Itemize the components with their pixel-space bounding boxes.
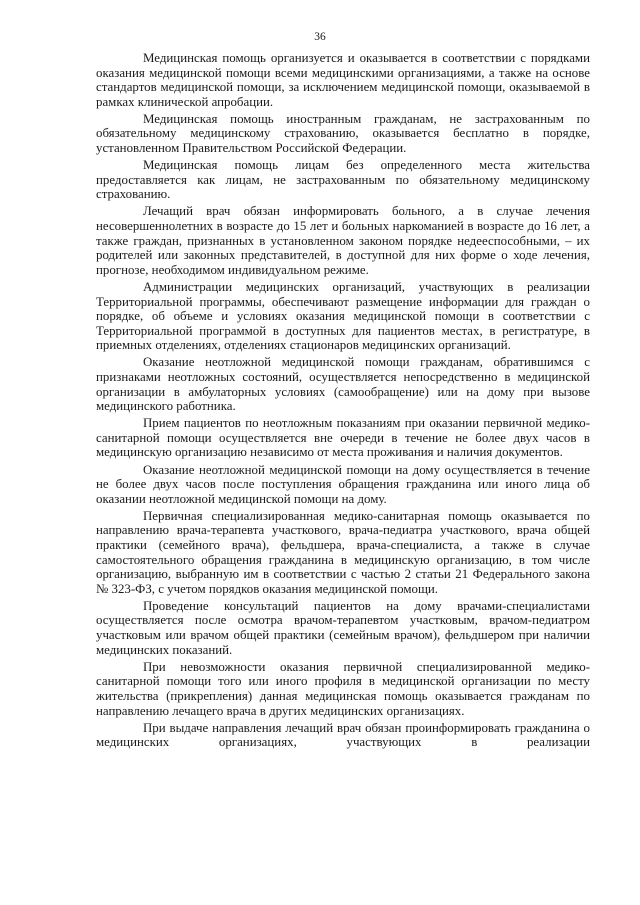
paragraph-urgent-reception: Прием пациентов по неотложным показаниям при оказании первичной медико-санитарной помощи осуществляется вне очереди в течение не более двух часов в медицинскую организацию независимо от места проживания и наличия документов. <box>96 416 590 460</box>
paragraph-specialized-care-referral: Первичная специализированная медико-санитарная помощь оказывается по направлению врача-терапевта участкового, врача-педиатра участкового, врача общей практики (семейного врача), фельдшера, врача-специалиста, а также в случае самостоятельного обращения гражданина в медицинскую организацию, в том числе организацию, выбранную им в соответствии с частью 2 статьи 21 Федерального закона № 323-ФЗ, с учетом порядков оказания медицинской помощи. <box>96 508 590 596</box>
paragraph-referral-issuance: При выдаче направления лечащий врач обязан проинформировать гражданина о медицинских организациях, участвующих в реализации <box>96 720 590 750</box>
paragraph-administration-information: Администрации медицинских организаций, участвующих в реализации Территориальной программы, обеспечивают размещение информации для граждан о порядке, об объеме и условиях оказания медицинской помощи в соответствии с Территориальной программой в доступных для пациентов местах, в регистратуре, в приемных отделениях, отделениях стационаров медицинских организаций. <box>96 279 590 353</box>
paragraph-urgent-home-care: Оказание неотложной медицинской помощи на дому осуществляется в течение не более двух часов после поступления обращения гражданина или иного лица об оказании неотложной медицинской помощи на дому. <box>96 462 590 506</box>
paragraph-homeless-persons: Медицинская помощь лицам без определенного места жительства предоставляется как лицам, не застрахованным по обязательному медицинскому страхованию. <box>96 158 590 202</box>
page-number: 36 <box>314 31 326 43</box>
paragraph-foreign-citizens: Медицинская помощь иностранным гражданам, не застрахованным по обязательному медицинскому страхованию, оказывается бесплатно в порядке, установленном Правительством Российской Федерации. <box>96 111 590 156</box>
document-body <box>96 51 590 752</box>
paragraph-urgent-care: Оказание неотложной медицинской помощи гражданам, обратившимся с признаками неотложных состояний, осуществляется непосредственно в медицинской организации в амбулаторных условиях (самообращение) или на дому при вызове медицинского работника. <box>96 355 590 414</box>
paragraph-attending-physician-duty: Лечащий врач обязан информировать больного, а в случае лечения несовершеннолетних в возрасте до 15 лет и больных наркоманией в возрасте до 16 лет, а также граждан, признанных в установленном законом порядке недееспособными, – их родителей или законных представителей, в доступной для них форме о ходе лечения, прогнозе, необходимом индивидуальном режиме. <box>96 204 590 277</box>
paragraph-home-consultations: Проведение консультаций пациентов на дому врачами-специалистами осуществляется после осмотра врачом-терапевтом участковым, врачом-педиатром участковым или врачом общей практики (семейным врачом), фельдшером при наличии медицинских показаний. <box>96 598 590 657</box>
paragraph-care-unavailable: При невозможности оказания первичной специализированной медико-санитарной помощи того или иного профиля в медицинской организации по месту жительства (прикрепления) данная медицинская помощь оказывается гражданам по направлению лечащего врача в других медицинских организациях. <box>96 659 590 718</box>
paragraph-medical-care-organization: Медицинская помощь организуется и оказывается в соответствии с порядками оказания медицинской помощи всеми медицинскими организациями, а также на основе стандартов медицинской помощи, за исключением медицинской помощи, оказываемой в рамках клинической апробации. <box>96 51 590 109</box>
